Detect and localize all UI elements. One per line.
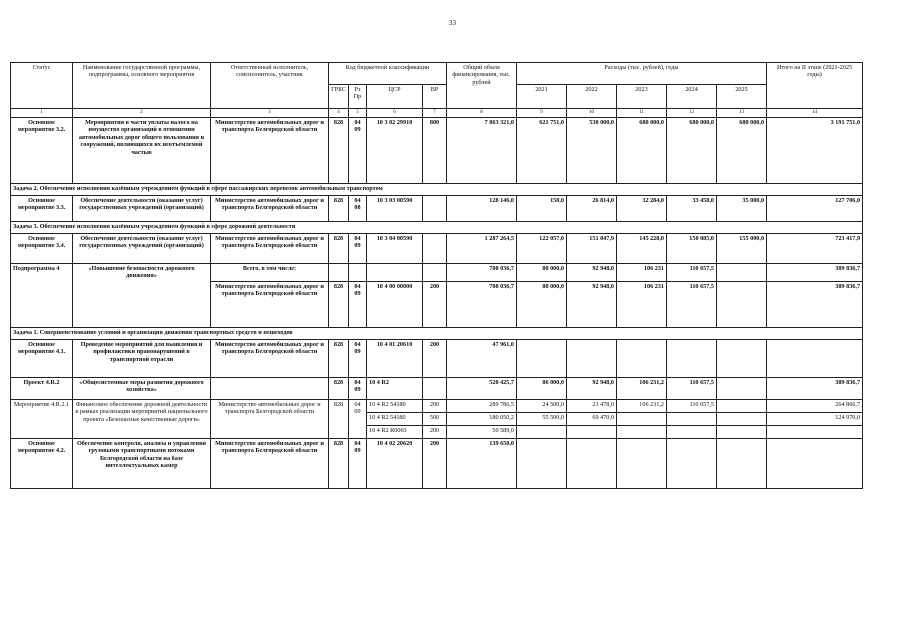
header-total: Общий объем финансирования, тыс. рублей (447, 63, 517, 109)
task-row: Задача 3. Обеспечение исполнения казённым учреждением функций в сфере дорожной деятельности (11, 222, 863, 234)
header-grbs: ГРБС (329, 85, 349, 109)
table-row: Основное мероприятие 4.2. Обеспечение контроля, анализа и управления грузовыми транспортными потоками Белгородской области на базе интеллектуальных камер Министерство автомобильных дорог и транспорта Белгородской области 828 04 09 10 4 02 20620 200 139 650,0 (11, 439, 863, 489)
table-row: 10 4 R2 R0003 200 50 589,0 (11, 426, 863, 439)
page-number: 33 (449, 19, 456, 27)
header-2022: 2022 (567, 85, 617, 109)
task-row: Задача 2. Обеспечение исполнения казённым учреждением функций в сфере пассажирских перевозок автомобильным транспортом (11, 184, 863, 196)
header-2025: 2025 (717, 85, 767, 109)
header-executor: Ответственный исполнитель, соисполнитель, участник (211, 63, 329, 109)
table-row: Подпрограмма 4 «Повышение безопасности дорожного движения» Всего, в том числе: 708 036,7 80 000,0 92 948,0 106 231 110 657,5 389 836,7 (11, 264, 863, 282)
table-row: Основное мероприятие 3.4. Обеспечение деятельности (оказание услуг) государственных учреждений (организаций) Министерство автомобильных дорог и транспорта Белгородской области 828 04 09 10 3 04 00590 1 287 264,5 122 057,0 151 047,9 145 228,0 150 085,0 155 000,0 723 417,9 (11, 234, 863, 264)
task-row: Задача 1. Совершенствование условий и организация движения транспортных средств и пешеходов (11, 328, 863, 340)
table-row: Основное мероприятие 4.1. Проведение мероприятий для выявления и профилактики правонарушений в транспортной отрасли Министерство автомобильных дорог и транспорта Белгородской области 828 04 09 10 4 01 20610 200 47 961,0 (11, 340, 863, 378)
table-row: 10 4 R2 54180 500 180 050,2 55 500,0 69 470,0 124 970,0 (11, 413, 863, 426)
financing-table (10, 62, 863, 489)
table-row: Проект 4.R.2 «Общесистемные меры развития дорожного хозяйства» 828 04 09 10 4 R2 520 425,7 86 000,0 92 948,0 106 231,2 110 657,5 389 836,7 (11, 378, 863, 400)
table-row: Основное мероприятие 3.2. Мероприятия в части уплаты налога на имущество организаций в отношении автомобильных дорог общего пользования и сооружений, являющихся их неотъемлемой частью Министерство автомобильных дорог и транспорта Белгородской области 828 04 09 10 3 02 29910 800 7 863 321,0 621 751,0 530 000,0 680 000,0 680 000,0 680 000,0 3 191 751,0 (11, 118, 863, 184)
header-stage-total: Итого на II этапе (2021-2025 годы) (767, 63, 863, 109)
table-row: Министерство автомобильных дорог и транспорта Белгородской области 828 04 09 10 4 00 00000 200 708 036,7 80 000,0 92 948,0 106 231 110 657,5 389 836,7 (11, 282, 863, 328)
header-2023: 2023 (617, 85, 667, 109)
header-name: Наименование государственной программы, подпрограммы, основного мероприятия (73, 63, 211, 109)
header-2024: 2024 (667, 85, 717, 109)
header-csr: ЦСР (367, 85, 423, 109)
header-2021: 2021 (517, 85, 567, 109)
header-expenses: Расходы (тыс. рублей), годы (517, 63, 767, 85)
table-row: Мероприятие 4.R.2.1 Финансовое обеспечение дорожной деятельности в рамках реализации мероприятий национального проекта «Безопасные качественные дороги» Министерство автомобильных дорог и транспорта Белгородской области 828 04 09 10 4 R2 54180 200 289 786,5 24 500,0 23 478,0 106 231,2 110 657,5 264 866,7 (11, 400, 863, 413)
header-status: Статус (11, 63, 73, 109)
header-rzpr: Рз Пр (349, 85, 367, 109)
table-row: Основное мероприятие 3.3. Обеспечение деятельности (оказание услуг) государственных учреждений (организаций) Министерство автомобильных дорог и транспорта Белгородской области 828 04 08 10 3 03 00590 128 146,0 150,0 26 814,0 32 284,0 33 458,0 35 000,0 127 706,0 (11, 196, 863, 222)
column-number-row: 1 2 3 4 5 6 7 8 9 10 11 12 13 14 (11, 109, 863, 118)
header-budget-code: Код бюджетной классификации (329, 63, 447, 85)
header-vr: ВР (423, 85, 447, 109)
